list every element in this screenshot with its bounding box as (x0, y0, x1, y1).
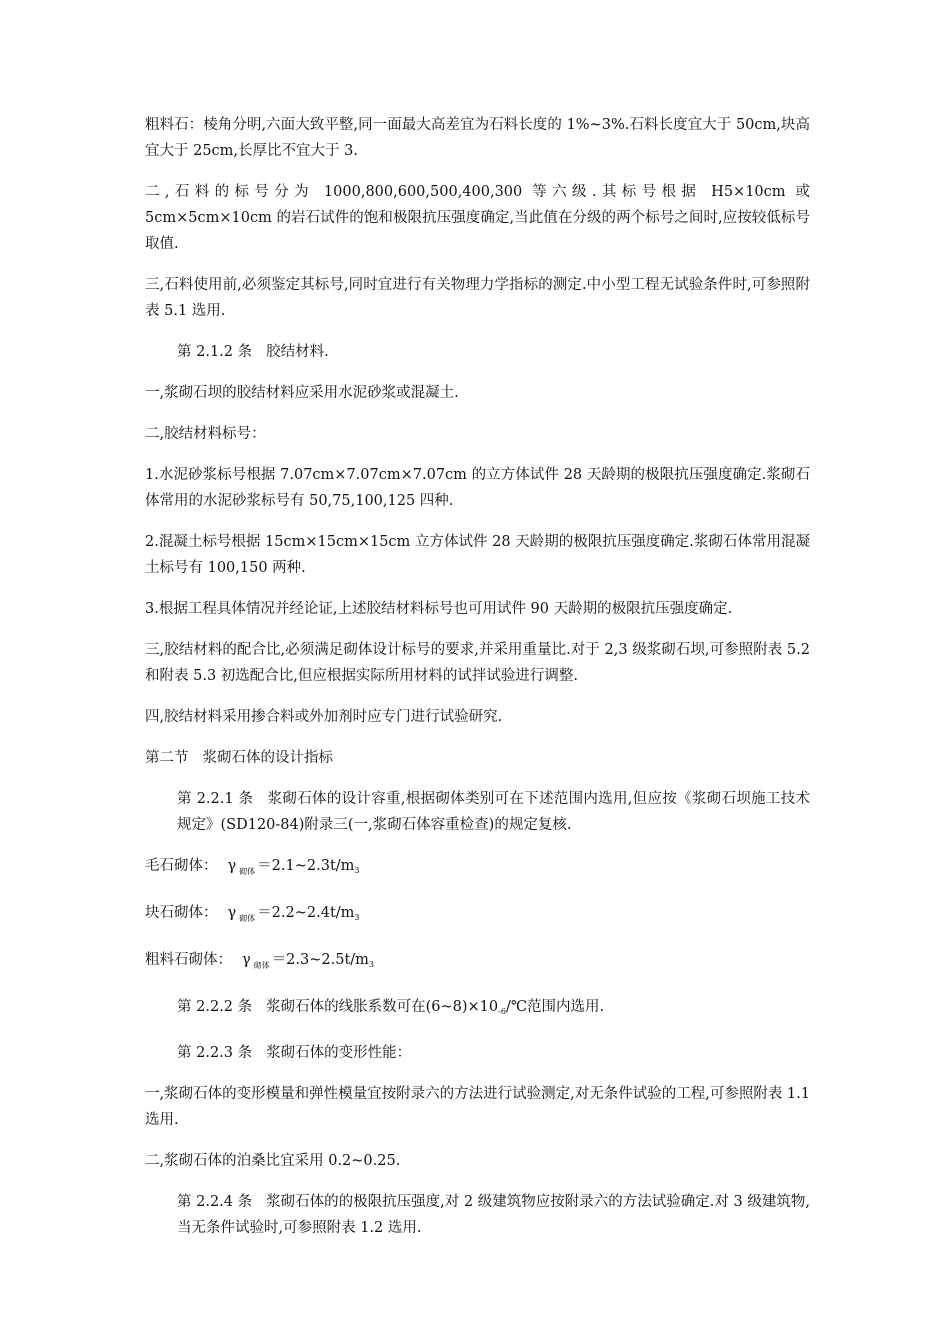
gamma-subscript: 砌体 (239, 867, 256, 876)
unit-exponent: 3 (354, 866, 360, 875)
paragraph-coarse-stone: 粗料石：棱角分明,六面大致平整,同一面最大高差宜为石料长度的 1%~3%.石料长度宜大于 50cm,块高宜大于 25cm,长厚比不宜大于 3. (145, 117, 810, 159)
article-2-2-1 (145, 786, 810, 838)
article-text-end: /℃范围内选用. (505, 999, 605, 1015)
article-2-1-2-heading (145, 339, 810, 365)
article-text: 浆砌石体的线胀系数可在(6~8)×10 (266, 999, 499, 1015)
gamma-subscript: 砌体 (239, 914, 256, 923)
density-value: ＝2.1~2.3t/m (257, 858, 355, 874)
density-ashlar-masonry (145, 947, 810, 979)
article-2-2-3-heading (145, 1040, 810, 1066)
unit-exponent: 3 (354, 913, 360, 922)
density-value: ＝2.2~2.4t/m (257, 905, 355, 921)
section-number: 第二节 (145, 750, 189, 766)
paragraph-90-day: 3.根据工程具体情况并经论证,上述胶结材料标号也可用试件 90 天龄期的极限抗压强度确定. (145, 601, 733, 617)
article-text: 浆砌石体的设计容重,根据砌体类别可在下述范围内选用,但应按《浆砌石坝施工技术规定》(SD120-84)附录三(一,浆砌石体容重检查)的规定复核. (177, 791, 810, 833)
gamma-symbol: γ (242, 952, 251, 968)
section-2-heading (145, 745, 810, 771)
paragraph-deformation-modulus: 一,浆砌石体的变形模量和弹性模量宜按附录六的方法进行试验测定,对无条件试验的工程,可参照附表 1.1 选用. (145, 1086, 810, 1128)
paragraph-concrete-grade: 2.混凝土标号根据 15cm×15cm×15cm 立方体试件 28 天龄期的极限抗压强度确定.浆砌石体常用混凝土标号有 100,150 两种. (145, 534, 810, 576)
paragraph-admixture: 四,胶结材料采用掺合料或外加剂时应专门进行试验研究. (145, 709, 503, 725)
article-number: 第 2.1.2 条 (177, 344, 253, 360)
density-block-masonry (145, 900, 810, 932)
density-label: 毛石砌体： (145, 858, 218, 874)
gamma-symbol: γ (227, 905, 237, 921)
article-title: 浆砌石体的变形性能： (266, 1045, 412, 1061)
density-label: 粗料石砌体： (145, 952, 232, 968)
gamma-symbol: γ (227, 858, 237, 874)
paragraph-binder-grade: 二,胶结材料标号： (145, 426, 266, 442)
article-2-2-4 (145, 1189, 810, 1241)
article-number: 第 2.2.2 条 (177, 999, 253, 1015)
gamma-subscript: 砌体 (253, 961, 270, 970)
exponent: -6 (498, 1007, 506, 1016)
paragraph-binder-type: 一,浆砌石坝的胶结材料应采用水泥砂浆或混凝土. (145, 385, 459, 401)
article-title: 胶结材料. (266, 344, 329, 360)
density-label: 块石砌体： (145, 905, 218, 921)
section-title: 浆砌石体的设计指标 (202, 750, 333, 766)
paragraph-stone-check: 三,石料使用前,必须鉴定其标号,同时宜进行有关物理力学指标的测定.中小型工程无试验条件时,可参照附表 5.1 选用. (145, 277, 810, 319)
paragraph-stone-grade: 二,石料的标号分为 1000,800,600,500,400,300 等六级.其标号根据 H5×10cm 或 5cm×5cm×10cm 的岩石试件的饱和极限抗压强度确定,当此值在分级的两个标号之间时,应按较低标号取值. (145, 184, 810, 252)
article-number: 第 2.2.1 条 (177, 791, 254, 807)
document-body (145, 112, 810, 1256)
paragraph-mortar-grade: 1.水泥砂浆标号根据 7.07cm×7.07cm×7.07cm 的立方体试件 28 天龄期的极限抗压强度确定.浆砌石体常用的水泥砂浆标号有 50,75,100,125 四种. (145, 467, 810, 509)
density-rubble-masonry (145, 853, 810, 885)
article-number: 第 2.2.4 条 (177, 1194, 253, 1210)
article-number: 第 2.2.3 条 (177, 1045, 253, 1061)
paragraph-poisson-ratio: 二,浆砌石体的泊桑比宜采用 0.2~0.25. (145, 1153, 401, 1169)
paragraph-mix-ratio: 三,胶结材料的配合比,必须满足砌体设计标号的要求,并采用重量比.对于 2,3 级浆砌石坝,可参照附表 5.2 和附表 5.3 初选配合比,但应根据实际所用材料的试拌试验进行调整. (145, 642, 810, 684)
article-2-2-2 (145, 994, 810, 1025)
unit-exponent: 3 (368, 960, 374, 969)
density-value: ＝2.3~2.5t/m (271, 952, 369, 968)
article-text: 浆砌石体的的极限抗压强度,对 2 级建筑物应按附录六的方法试验确定.对 3 级建筑物,当无条件试验时,可参照附表 1.2 选用. (177, 1194, 810, 1236)
